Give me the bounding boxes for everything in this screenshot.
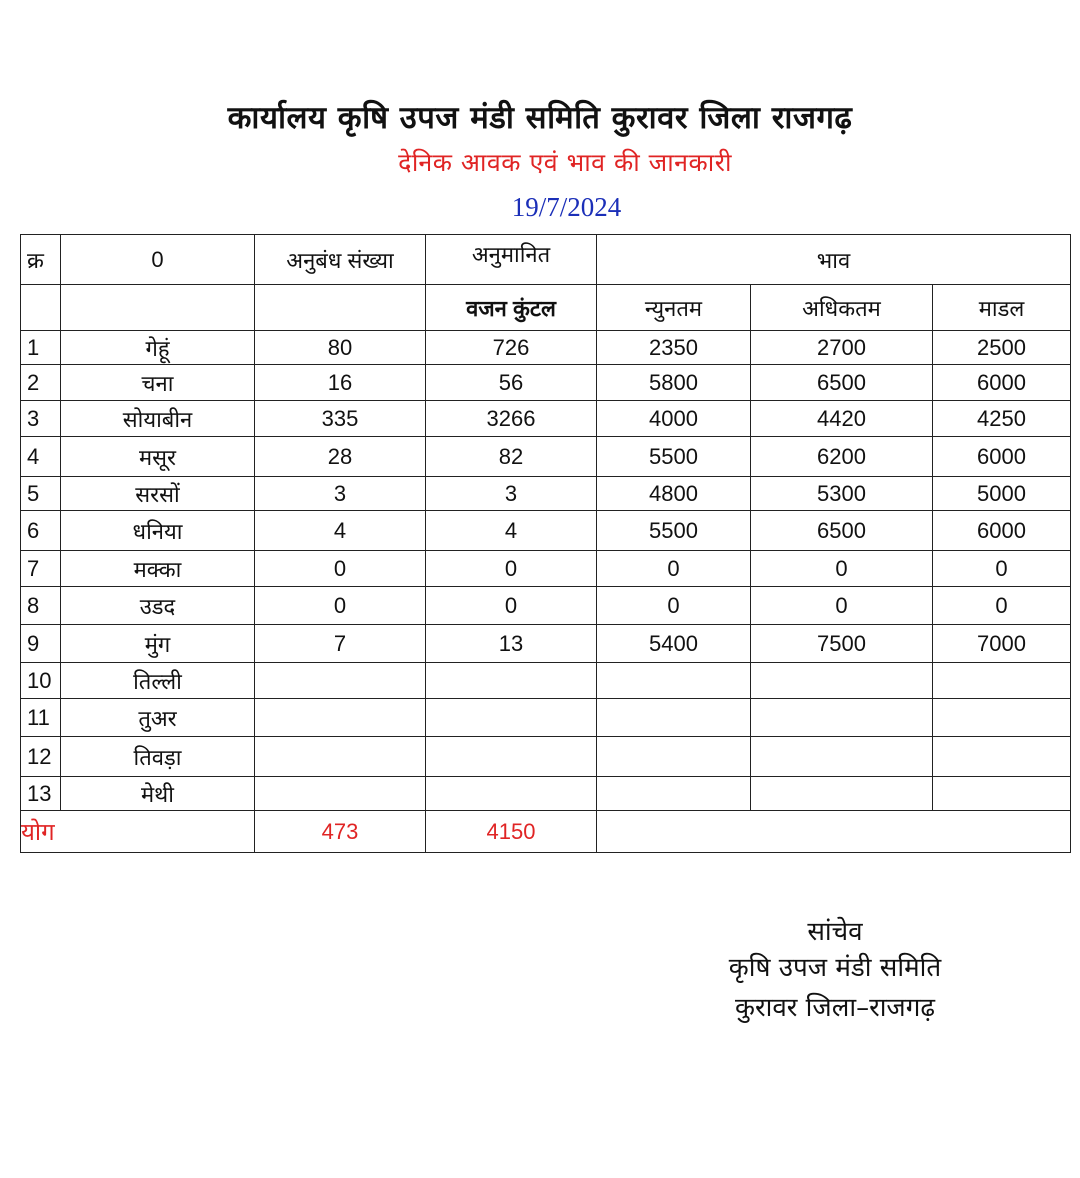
header-blank-cell [255,285,426,331]
row-min-value [597,663,751,699]
row-contracts-value: 80 [255,331,426,365]
row-max-value [751,663,933,699]
report-date: 19/7/2024 [511,192,622,222]
row-max-value: 2700 [751,331,933,365]
header-sn: क्र [21,235,61,285]
row-serial: 9 [21,625,61,663]
row-crop-name: तिल्ली [61,663,255,699]
row-min-value: 5500 [597,511,751,551]
total-blank-cell [597,811,1071,853]
signature-location: कुरावर जिला–राजगढ़ [734,993,935,1023]
row-weight-value: 0 [426,587,597,625]
header-modal: माडल [933,285,1071,331]
row-serial: 1 [21,331,61,365]
row-crop-name: उडद [61,587,255,625]
table-row [21,477,1071,511]
row-min-value: 0 [597,587,751,625]
row-weight-value [426,777,597,811]
row-crop-name: धनिया [61,511,255,551]
table-row [21,777,1071,811]
row-modal-value [933,663,1071,699]
row-weight-value: 13 [426,625,597,663]
row-contracts-value [255,737,426,777]
row-serial: 12 [21,737,61,777]
row-crop-name: सरसों [61,477,255,511]
row-modal-value: 0 [933,551,1071,587]
row-max-value [751,777,933,811]
row-contracts-value: 0 [255,587,426,625]
table-row [21,699,1071,737]
table-row [21,625,1071,663]
row-weight-value: 56 [426,365,597,401]
header-crop: 0 [61,235,255,285]
row-modal-value [933,737,1071,777]
row-contracts-value [255,663,426,699]
row-weight-value: 4 [426,511,597,551]
row-max-value [751,699,933,737]
row-max-value: 6500 [751,511,933,551]
row-contracts-value: 3 [255,477,426,511]
row-serial: 8 [21,587,61,625]
row-crop-name: मेथी [61,777,255,811]
row-modal-value [933,699,1071,737]
row-contracts-value: 7 [255,625,426,663]
header-estimated: अनुमानित [426,235,597,285]
arrival-price-table [20,234,1071,853]
row-weight-value: 82 [426,437,597,477]
signature-organization: कृषि उपज मंडी समिति [728,953,942,983]
header-max: अधिकतम [751,285,933,331]
row-weight-value: 3 [426,477,597,511]
row-modal-value: 0 [933,587,1071,625]
row-weight-value: 0 [426,551,597,587]
row-min-value: 5500 [597,437,751,477]
row-crop-name: चना [61,365,255,401]
header-row-2 [21,285,1071,331]
row-serial: 3 [21,401,61,437]
header-weight: वजन कुंटल [426,285,597,331]
total-weight: 4150 [426,811,597,853]
row-min-value [597,737,751,777]
row-serial: 6 [21,511,61,551]
header-min: न्युनतम [597,285,751,331]
row-contracts-value: 335 [255,401,426,437]
table-row [21,365,1071,401]
row-min-value [597,777,751,811]
row-modal-value: 2500 [933,331,1071,365]
header-contracts: अनुबंध संख्या [255,235,426,285]
row-min-value: 5400 [597,625,751,663]
row-contracts-value: 0 [255,551,426,587]
row-weight-value: 3266 [426,401,597,437]
row-serial: 13 [21,777,61,811]
header-price: भाव [597,235,1071,285]
row-modal-value: 6000 [933,437,1071,477]
row-contracts-value [255,699,426,737]
total-row [21,811,1071,853]
row-min-value: 4800 [597,477,751,511]
row-crop-name: गेहूं [61,331,255,365]
table-row [21,737,1071,777]
row-crop-name: तिवड़ा [61,737,255,777]
row-serial: 4 [21,437,61,477]
row-serial: 10 [21,663,61,699]
row-contracts-value: 16 [255,365,426,401]
total-contracts: 473 [255,811,426,853]
row-modal-value: 4250 [933,401,1071,437]
row-min-value: 0 [597,551,751,587]
row-modal-value [933,777,1071,811]
table-row [21,587,1071,625]
row-min-value: 5800 [597,365,751,401]
row-modal-value: 6000 [933,365,1071,401]
row-min-value: 4000 [597,401,751,437]
row-max-value: 5300 [751,477,933,511]
table-row [21,401,1071,437]
header-blank-cell [21,285,61,331]
row-min-value [597,699,751,737]
row-max-value: 4420 [751,401,933,437]
row-serial: 11 [21,699,61,737]
table-row [21,551,1071,587]
row-max-value: 6200 [751,437,933,477]
row-crop-name: तुअर [61,699,255,737]
total-label: योग [21,811,255,853]
row-contracts-value: 4 [255,511,426,551]
table-row [21,331,1071,365]
row-max-value: 0 [751,551,933,587]
row-modal-value: 7000 [933,625,1071,663]
header-blank-cell [61,285,255,331]
row-modal-value: 6000 [933,511,1071,551]
row-max-value: 0 [751,587,933,625]
row-serial: 2 [21,365,61,401]
table-row [21,437,1071,477]
page-subtitle: देनिक आवक एवं भाव की जानकारी [398,148,732,177]
row-weight-value: 726 [426,331,597,365]
row-contracts-value [255,777,426,811]
row-weight-value [426,699,597,737]
row-crop-name: मुंग [61,625,255,663]
row-max-value: 7500 [751,625,933,663]
row-modal-value: 5000 [933,477,1071,511]
row-crop-name: मसूर [61,437,255,477]
row-max-value [751,737,933,777]
row-serial: 5 [21,477,61,511]
row-max-value: 6500 [751,365,933,401]
row-serial: 7 [21,551,61,587]
page-title: कार्यालय कृषि उपज मंडी समिति कुरावर जिला राजगढ़ [227,100,853,136]
row-weight-value [426,737,597,777]
table-row [21,511,1071,551]
row-weight-value [426,663,597,699]
table-row [21,663,1071,699]
row-contracts-value: 28 [255,437,426,477]
row-min-value: 2350 [597,331,751,365]
signature-designation: सांचेव [807,917,863,947]
row-crop-name: सोयाबीन [61,401,255,437]
row-crop-name: मक्का [61,551,255,587]
header-row-1 [21,235,1071,285]
